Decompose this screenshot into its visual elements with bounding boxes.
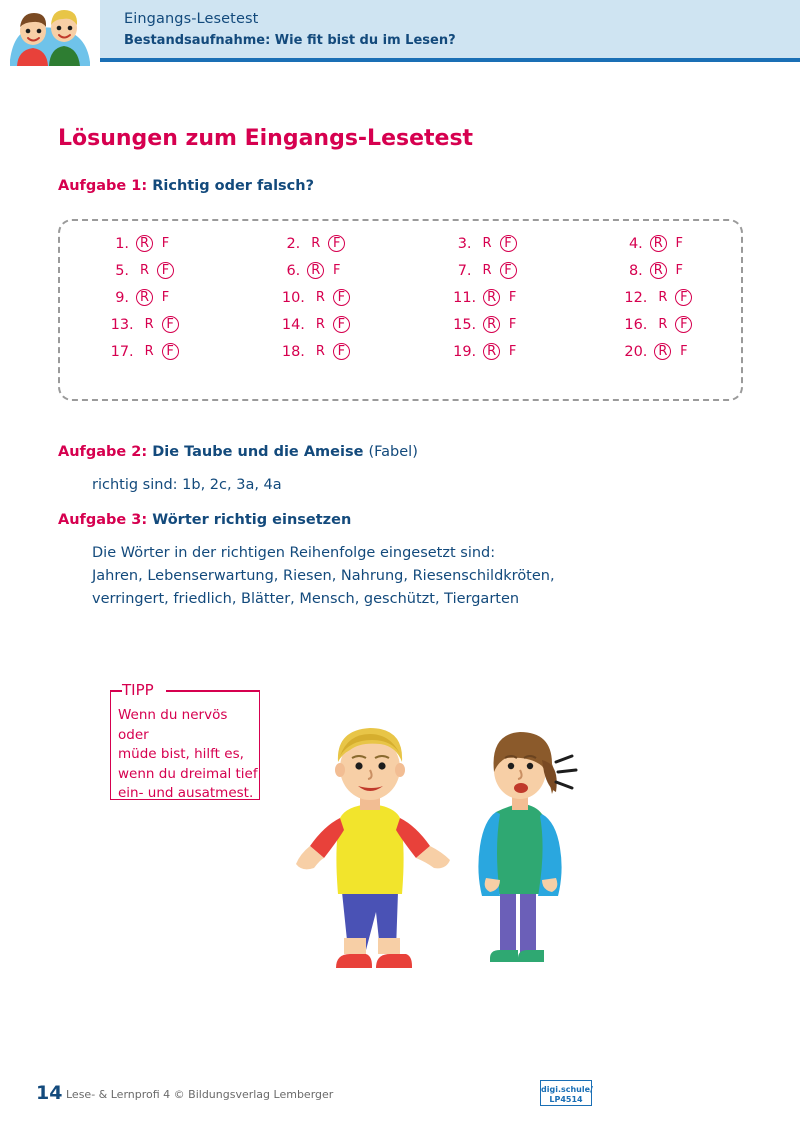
header-band bbox=[100, 0, 800, 58]
answer-number: 10. bbox=[281, 289, 305, 306]
page-title: Lösungen zum Eingangs-Lesetest bbox=[58, 126, 474, 151]
task2-title-suffix: (Fabel) bbox=[368, 444, 418, 460]
answer-number: 8. bbox=[628, 262, 643, 279]
task3-line-1: Die Wörter in der richtigen Reihenfolge eingesetzt sind: bbox=[92, 545, 496, 561]
answer-option[interactable]: R bbox=[311, 236, 321, 251]
answer-item bbox=[574, 289, 745, 306]
answer-number: 7. bbox=[457, 262, 472, 279]
answer-option[interactable]: R bbox=[658, 317, 668, 332]
answer-item bbox=[574, 262, 745, 279]
answer-number: 6. bbox=[286, 262, 301, 279]
badge-line-1: digi.schule/ bbox=[541, 1085, 593, 1094]
answer-option[interactable]: R bbox=[315, 317, 325, 332]
task2-label: Aufgabe 2: bbox=[58, 444, 148, 460]
answer-option[interactable]: F bbox=[333, 263, 341, 278]
answer-number: 19. bbox=[453, 343, 477, 360]
answer-option[interactable]: F bbox=[675, 263, 684, 278]
answer-option[interactable]: R bbox=[144, 344, 154, 359]
answer-item bbox=[231, 289, 402, 306]
digi-schule-badge bbox=[540, 1080, 592, 1106]
answer-option[interactable]: R bbox=[482, 236, 492, 251]
answer-option-selected[interactable]: F bbox=[162, 316, 179, 333]
answer-option-selected[interactable]: R bbox=[650, 235, 667, 252]
answer-option-selected[interactable]: F bbox=[675, 316, 692, 333]
answer-number: 5. bbox=[115, 262, 130, 279]
tip-box-top-rule-right bbox=[166, 690, 260, 692]
tip-text bbox=[118, 706, 260, 804]
answer-option-selected[interactable]: F bbox=[333, 343, 350, 360]
footer-copyright: Lese- & Lernprofi 4 © Bildungsverlag Lemberger bbox=[66, 1088, 334, 1101]
answer-item bbox=[60, 316, 231, 333]
answer-number: 15. bbox=[453, 316, 477, 333]
answer-item bbox=[231, 343, 402, 360]
answer-option[interactable]: F bbox=[161, 236, 170, 251]
answer-option[interactable]: F bbox=[161, 290, 170, 305]
two-children-illustration bbox=[280, 700, 610, 1020]
answer-option-selected[interactable]: R bbox=[483, 316, 500, 333]
answer-item bbox=[403, 316, 574, 333]
answer-number: 16. bbox=[624, 316, 648, 333]
task1-heading bbox=[58, 178, 314, 194]
tip-label: TIPP bbox=[122, 681, 154, 699]
answer-number: 18. bbox=[281, 343, 305, 360]
answer-number: 20. bbox=[624, 343, 648, 360]
answer-item bbox=[574, 316, 745, 333]
answer-option[interactable]: R bbox=[315, 344, 325, 359]
answer-option[interactable]: R bbox=[140, 263, 150, 278]
answer-option-selected[interactable]: R bbox=[650, 262, 667, 279]
answer-number: 3. bbox=[457, 235, 472, 252]
page-header bbox=[0, 0, 800, 70]
task3-label: Aufgabe 3: bbox=[58, 512, 148, 528]
header-subtitle: Bestandsaufnahme: Wie fit bist du im Lesen? bbox=[124, 33, 456, 48]
answer-option-selected[interactable]: F bbox=[333, 316, 350, 333]
footer-page-number: 14 bbox=[36, 1082, 63, 1104]
answer-item bbox=[574, 235, 745, 252]
answer-option-selected[interactable]: F bbox=[157, 262, 174, 279]
task2-answer-text: richtig sind: 1b, 2c, 3a, 4a bbox=[92, 477, 282, 493]
answer-item bbox=[231, 316, 402, 333]
answer-item bbox=[403, 262, 574, 279]
answer-option-selected[interactable]: F bbox=[333, 289, 350, 306]
answer-option-selected[interactable]: R bbox=[483, 289, 500, 306]
answer-item bbox=[60, 343, 231, 360]
answer-option-selected[interactable]: R bbox=[654, 343, 671, 360]
answer-option-selected[interactable]: F bbox=[162, 343, 179, 360]
two-kids-logo-icon bbox=[0, 0, 100, 70]
task3-heading bbox=[58, 512, 351, 528]
task2-heading bbox=[58, 444, 418, 460]
answer-item bbox=[231, 235, 402, 252]
task2-title: Die Taube und die Ameise bbox=[152, 444, 364, 460]
task1-answer-grid bbox=[60, 235, 745, 360]
answer-option[interactable]: R bbox=[658, 290, 668, 305]
answer-number: 4. bbox=[628, 235, 643, 252]
answer-number: 11. bbox=[453, 289, 477, 306]
badge-line-2: LP4514 bbox=[549, 1095, 583, 1104]
tip-line-1: Wenn du nervös oder bbox=[118, 707, 228, 743]
task1-answer-box bbox=[58, 219, 743, 401]
answer-item bbox=[60, 289, 231, 306]
answer-item bbox=[231, 262, 402, 279]
answer-option[interactable]: R bbox=[315, 290, 325, 305]
answer-option-selected[interactable]: R bbox=[136, 235, 153, 252]
answer-item bbox=[574, 343, 745, 360]
tip-line-4: ein- und ausatmest. bbox=[118, 785, 254, 802]
answer-number: 1. bbox=[115, 235, 130, 252]
answer-number: 14. bbox=[281, 316, 305, 333]
task3-line-3: verringert, friedlich, Blätter, Mensch, geschützt, Tiergarten bbox=[92, 591, 520, 607]
answer-option[interactable]: F bbox=[508, 317, 517, 332]
answer-option[interactable]: F bbox=[675, 236, 684, 251]
answer-option[interactable]: R bbox=[144, 317, 154, 332]
header-title: Eingangs-Lesetest bbox=[124, 11, 259, 27]
answer-item bbox=[60, 262, 231, 279]
header-underline bbox=[100, 58, 800, 62]
answer-option-selected[interactable]: F bbox=[328, 235, 345, 252]
answer-option-selected[interactable]: F bbox=[500, 235, 517, 252]
answer-item bbox=[403, 235, 574, 252]
task3-title: Wörter richtig einsetzen bbox=[152, 512, 352, 528]
answer-option-selected[interactable]: R bbox=[307, 262, 324, 279]
tip-line-3: wenn du dreimal tief bbox=[118, 765, 258, 782]
answer-option[interactable]: F bbox=[508, 290, 517, 305]
tip-box-top-rule-left bbox=[110, 690, 122, 692]
answer-item bbox=[403, 289, 574, 306]
task1-label: Aufgabe 1: bbox=[58, 178, 148, 194]
answer-option-selected[interactable]: R bbox=[136, 289, 153, 306]
answer-number: 12. bbox=[624, 289, 648, 306]
answer-number: 2. bbox=[286, 235, 301, 252]
answer-option[interactable]: F bbox=[680, 344, 688, 359]
answer-option-selected[interactable]: F bbox=[500, 262, 517, 279]
answer-option-selected[interactable]: R bbox=[483, 343, 500, 360]
answer-number: 9. bbox=[115, 289, 130, 306]
answer-number: 17. bbox=[110, 343, 134, 360]
answer-item bbox=[60, 235, 231, 252]
task1-title: Richtig oder falsch? bbox=[152, 178, 315, 194]
tip-line-2: müde bist, hilft es, bbox=[118, 746, 244, 763]
answer-option-selected[interactable]: F bbox=[675, 289, 692, 306]
answer-number: 13. bbox=[110, 316, 134, 333]
task3-line-2: Jahren, Lebenserwartung, Riesen, Nahrung, Riesenschildkröten, bbox=[92, 568, 555, 584]
answer-option[interactable]: F bbox=[508, 344, 517, 359]
answer-item bbox=[403, 343, 574, 360]
answer-option[interactable]: R bbox=[482, 263, 492, 278]
